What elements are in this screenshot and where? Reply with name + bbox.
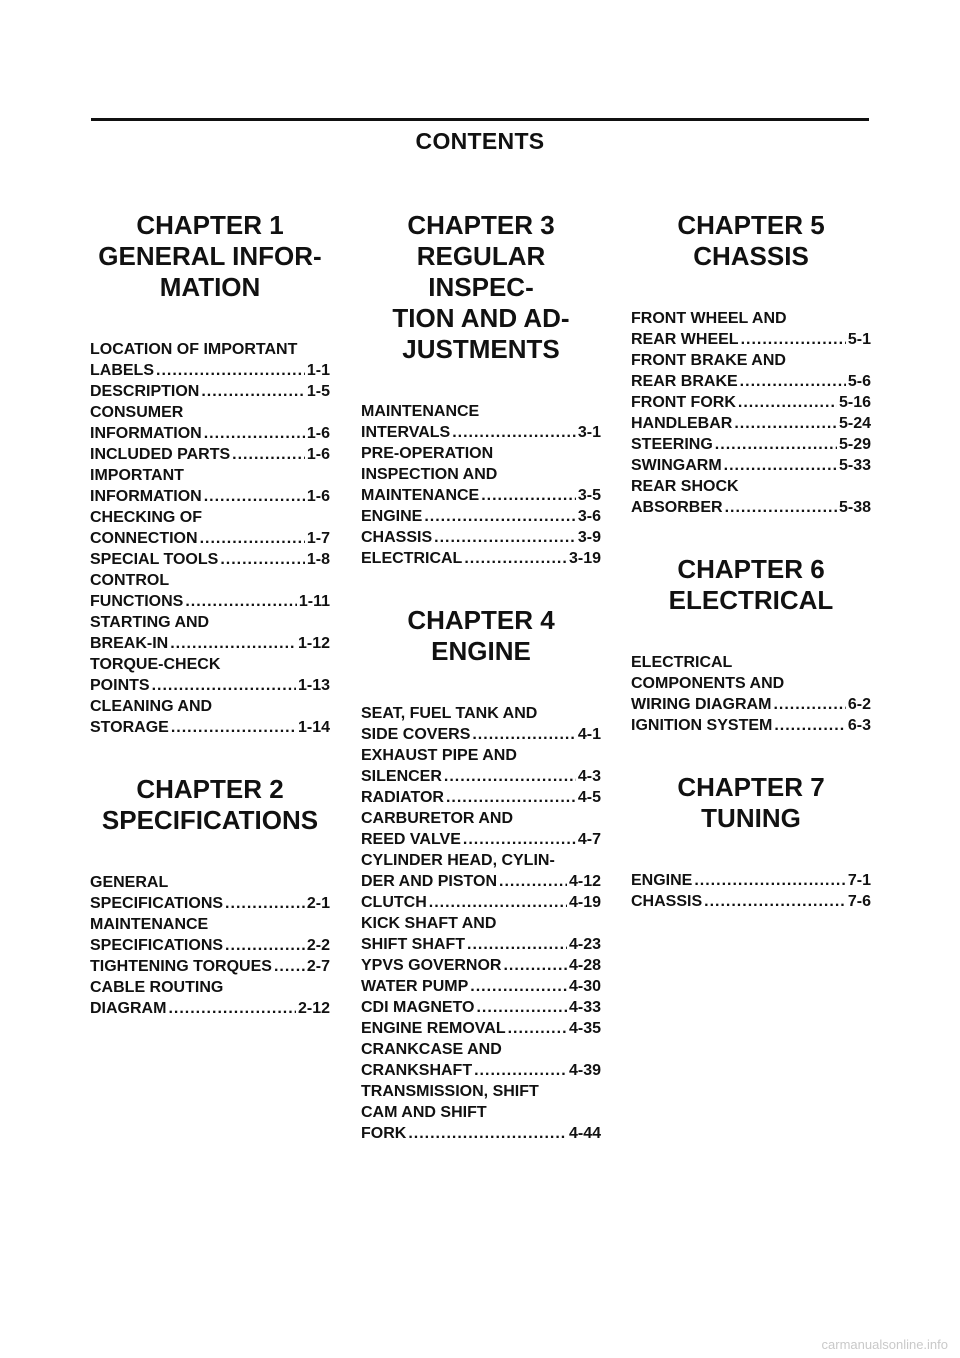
- chapter-section: [631, 210, 871, 518]
- page-number: 3-5: [577, 487, 601, 504]
- chapter-heading: CHAPTER 6 ELECTRICAL: [668, 554, 834, 615]
- toc-entry[interactable]: [361, 1018, 601, 1039]
- toc-entry-title: SHIFT SHAFT: [361, 936, 465, 953]
- page-number: 5-24: [838, 415, 871, 432]
- dot-leader: [204, 486, 305, 507]
- toc-entry-title: DIAGRAM: [90, 1000, 167, 1017]
- toc-entry[interactable]: [631, 392, 871, 413]
- dot-leader: [734, 413, 837, 434]
- toc-list: [631, 308, 871, 518]
- toc-entry-title: ABSORBER: [631, 499, 723, 516]
- dot-leader: [464, 548, 567, 569]
- page-number: 4-44: [568, 1125, 601, 1142]
- toc-entry[interactable]: [631, 350, 871, 392]
- toc-entry[interactable]: [90, 956, 330, 977]
- top-rule: [91, 118, 869, 121]
- toc-entry[interactable]: [361, 997, 601, 1018]
- toc-entry-title-line: CHECKING OF: [90, 509, 202, 526]
- toc-entry-title: CONNECTION: [90, 530, 198, 547]
- toc-entry-last-line: [361, 787, 601, 808]
- toc-entry-title: WATER PUMP: [361, 978, 469, 995]
- dot-leader: [472, 724, 576, 745]
- toc-entry-title: SPECIAL TOOLS: [90, 551, 219, 568]
- toc-entry-title: REAR WHEEL: [631, 331, 739, 348]
- footer-watermark: carmanualsonline.info: [821, 1337, 948, 1352]
- toc-entry-last-line: [90, 935, 330, 956]
- toc-entry-title: ENGINE: [631, 872, 693, 889]
- toc-entry-title-line: GENERAL: [90, 874, 169, 891]
- toc-entry-title-line: PRE-OPERATION: [361, 445, 494, 462]
- page-number: 7-1: [847, 872, 871, 889]
- toc-entry-title: FORK: [361, 1125, 407, 1142]
- page-number: 5-16: [838, 394, 871, 411]
- dot-leader: [429, 892, 567, 913]
- toc-entry-title: TIGHTENING TORQUES: [90, 958, 272, 975]
- toc-entry-title: INFORMATION: [90, 425, 202, 442]
- toc-entry-title: DER AND PISTON: [361, 873, 498, 890]
- page-number: 4-30: [568, 978, 601, 995]
- toc-entry-last-line: [90, 591, 330, 612]
- page-number: 2-1: [306, 895, 330, 912]
- toc-entry-last-line: [90, 893, 330, 914]
- dot-leader: [232, 444, 305, 465]
- toc-entry-title-line: CRANKCASE AND: [361, 1041, 502, 1058]
- dot-leader: [152, 675, 296, 696]
- toc-entry-title-line: CLEANING AND: [90, 698, 213, 715]
- toc-entry-title: YPVS GOVERNOR: [361, 957, 502, 974]
- dot-leader: [704, 891, 846, 912]
- toc-entry-title: ENGINE: [361, 508, 423, 525]
- toc-entry-title-line: STARTING AND: [90, 614, 210, 631]
- page-number: 1-14: [297, 719, 330, 736]
- toc-entry-last-line: [90, 360, 330, 381]
- dot-leader: [452, 422, 576, 443]
- toc-entry-last-line: [361, 871, 601, 892]
- dot-leader: [476, 997, 566, 1018]
- toc-entry-last-line: [631, 413, 871, 434]
- chapter-heading: CHAPTER 7 TUNING: [677, 772, 825, 833]
- toc-entry[interactable]: [361, 703, 601, 745]
- chapter-section: [90, 210, 330, 738]
- toc-entry-title-line: TORQUE-CHECK: [90, 656, 221, 673]
- dot-leader: [444, 766, 576, 787]
- toc-entry-title-line: CONSUMER: [90, 404, 184, 421]
- dot-leader: [474, 1060, 567, 1081]
- toc-entry-title-line: LOCATION OF IMPORTANT: [90, 341, 298, 358]
- page-number: 4-7: [577, 831, 601, 848]
- page-number: 4-39: [568, 1062, 601, 1079]
- page-number: 5-1: [847, 331, 871, 348]
- toc-entry[interactable]: [361, 892, 601, 913]
- toc-entry-title: ELECTRICAL: [361, 550, 463, 567]
- dot-leader: [424, 506, 576, 527]
- toc-entry[interactable]: [361, 787, 601, 808]
- toc-entry-title-line: MAINTENANCE: [90, 916, 209, 933]
- toc-entry[interactable]: [361, 955, 601, 976]
- toc-entry-last-line: [361, 766, 601, 787]
- page-number: 7-6: [847, 893, 871, 910]
- toc-entry-title-line: IMPORTANT: [90, 467, 184, 484]
- toc-entry-title: RADIATOR: [361, 789, 444, 806]
- toc-entry[interactable]: [361, 506, 601, 527]
- page-number: 4-1: [577, 726, 601, 743]
- toc-entry-last-line: [361, 955, 601, 976]
- page-number: 1-7: [306, 530, 330, 547]
- dot-leader: [225, 893, 305, 914]
- toc-entry-last-line: [361, 934, 601, 955]
- toc-entry-last-line: [631, 329, 871, 350]
- toc-entry-last-line: [631, 497, 871, 518]
- page-number: 4-28: [568, 957, 601, 974]
- page-number: 1-12: [297, 635, 330, 652]
- toc-entry-title-line: CABLE ROUTING: [90, 979, 224, 996]
- dot-leader: [185, 591, 297, 612]
- toc-entry[interactable]: [90, 914, 330, 956]
- page-number: 1-6: [306, 488, 330, 505]
- toc-entry[interactable]: [90, 402, 330, 444]
- toc-column-2: [361, 210, 601, 1144]
- dot-leader: [225, 935, 305, 956]
- toc-entry[interactable]: [361, 808, 601, 850]
- dot-leader: [774, 715, 846, 736]
- toc-entry-last-line: [361, 892, 601, 913]
- dot-leader: [741, 329, 846, 350]
- toc-entry-title-line: REAR SHOCK: [631, 478, 739, 495]
- page-number: 1-6: [306, 425, 330, 442]
- dot-leader: [168, 998, 296, 1019]
- dot-leader: [715, 434, 837, 455]
- page-number: 4-33: [568, 999, 601, 1016]
- toc-list: [631, 870, 871, 912]
- toc-entry-title-line: SEAT, FUEL TANK AND: [361, 705, 538, 722]
- toc-entry-last-line: [361, 506, 601, 527]
- page-number: 4-5: [577, 789, 601, 806]
- page-number: 4-23: [568, 936, 601, 953]
- toc-entry-title: FRONT FORK: [631, 394, 736, 411]
- dot-leader: [201, 381, 305, 402]
- toc-entry[interactable]: [361, 1039, 601, 1081]
- toc-entry-last-line: [90, 998, 330, 1019]
- toc-entry[interactable]: [90, 612, 330, 654]
- page-number: 4-3: [577, 768, 601, 785]
- toc-entry[interactable]: [90, 465, 330, 507]
- toc-entry-last-line: [90, 423, 330, 444]
- dot-leader: [503, 955, 566, 976]
- toc-list: [631, 652, 871, 736]
- toc-entry[interactable]: [361, 913, 601, 955]
- toc-entry-title: WIRING DIAGRAM: [631, 696, 772, 713]
- toc-entry-title: CHASSIS: [631, 893, 703, 910]
- toc-entry[interactable]: [90, 696, 330, 738]
- dot-leader: [499, 871, 567, 892]
- toc-entry[interactable]: [90, 507, 330, 549]
- toc-entry[interactable]: [90, 872, 330, 914]
- toc-entry-last-line: [90, 717, 330, 738]
- page-number: 2-12: [297, 1000, 330, 1017]
- toc-entry[interactable]: [631, 652, 871, 715]
- toc-entry-last-line: [361, 724, 601, 745]
- page-number: 6-3: [847, 717, 871, 734]
- toc-entry-last-line: [631, 371, 871, 392]
- toc-entry-last-line: [361, 997, 601, 1018]
- page-number: 4-19: [568, 894, 601, 911]
- toc-entry-last-line: [631, 455, 871, 476]
- toc-entry-last-line: [90, 444, 330, 465]
- chapter-heading: CHAPTER 5 CHASSIS: [677, 210, 825, 271]
- page-number: 5-29: [838, 436, 871, 453]
- page-number: 3-6: [577, 508, 601, 525]
- toc-entry-last-line: [361, 829, 601, 850]
- dot-leader: [220, 549, 305, 570]
- toc-entry[interactable]: [631, 715, 871, 736]
- dot-leader: [470, 976, 567, 997]
- toc-entry-last-line: [361, 422, 601, 443]
- page-number: 5-38: [838, 499, 871, 516]
- toc-entry-title-line: CAM AND SHIFT: [361, 1104, 487, 1121]
- toc-entry[interactable]: [631, 308, 871, 350]
- page-number: 5-6: [847, 373, 871, 390]
- toc-entry-title: HANDLEBAR: [631, 415, 733, 432]
- toc-entry[interactable]: [361, 443, 601, 506]
- toc-entry-last-line: [631, 870, 871, 891]
- toc-entry-last-line: [631, 434, 871, 455]
- toc-entry[interactable]: [90, 339, 330, 381]
- toc-entry-title: INFORMATION: [90, 488, 202, 505]
- dot-leader: [467, 934, 567, 955]
- chapter-heading: CHAPTER 2 SPECIFICATIONS: [101, 774, 319, 835]
- toc-entry-last-line: [90, 528, 330, 549]
- toc-entry[interactable]: [90, 444, 330, 465]
- chapter-section: [361, 605, 601, 1144]
- toc-entry[interactable]: [90, 549, 330, 570]
- toc-entry-last-line: [361, 1123, 601, 1144]
- toc-entry[interactable]: [90, 654, 330, 696]
- dot-leader: [171, 717, 296, 738]
- toc-entry-title: SPECIFICATIONS: [90, 937, 224, 954]
- toc-entry[interactable]: [631, 455, 871, 476]
- page-number: 1-1: [306, 362, 330, 379]
- dot-leader: [773, 694, 845, 715]
- dot-leader: [481, 485, 576, 506]
- toc-entry-last-line: [631, 891, 871, 912]
- toc-entry[interactable]: [90, 570, 330, 612]
- toc-entry-last-line: [90, 486, 330, 507]
- dot-leader: [204, 423, 305, 444]
- toc-entry-title-line: FRONT WHEEL AND: [631, 310, 787, 327]
- toc-entry-title-line: FRONT BRAKE AND: [631, 352, 786, 369]
- dot-leader: [463, 829, 576, 850]
- toc-entry-title-line: CYLINDER HEAD, CYLIN-: [361, 852, 555, 869]
- toc-entry-title-line: CARBURETOR AND: [361, 810, 513, 827]
- toc-entry-last-line: [631, 694, 871, 715]
- toc-entry-title-line: TRANSMISSION, SHIFT: [361, 1083, 539, 1100]
- toc-entry-title: SIDE COVERS: [361, 726, 471, 743]
- toc-entry-last-line: [361, 485, 601, 506]
- toc-entry-title: REAR BRAKE: [631, 373, 738, 390]
- toc-entry[interactable]: [90, 977, 330, 1019]
- toc-entry-title: CRANKSHAFT: [361, 1062, 473, 1079]
- toc-entry-title-line: INSPECTION AND: [361, 466, 498, 483]
- page-number: 2-7: [306, 958, 330, 975]
- toc-entry-last-line: [90, 549, 330, 570]
- chapter-section: [631, 554, 871, 736]
- dot-leader: [408, 1123, 567, 1144]
- toc-column-1: [90, 210, 330, 1019]
- toc-entry-last-line: [90, 675, 330, 696]
- dot-leader: [724, 455, 837, 476]
- chapter-section: [361, 210, 601, 569]
- toc-entry-last-line: [90, 633, 330, 654]
- toc-entry-title: LABELS: [90, 362, 154, 379]
- dot-leader: [170, 633, 296, 654]
- toc-entry-last-line: [361, 527, 601, 548]
- dot-leader: [694, 870, 846, 891]
- chapter-heading: CHAPTER 1 GENERAL INFOR- MATION: [98, 210, 322, 302]
- toc-entry-title: MAINTENANCE: [361, 487, 480, 504]
- dot-leader: [740, 371, 846, 392]
- page-number: 1-5: [306, 383, 330, 400]
- toc-list: [361, 703, 601, 1144]
- page-number: 3-9: [577, 529, 601, 546]
- chapter-heading: CHAPTER 4 ENGINE: [407, 605, 555, 666]
- page-number: 3-1: [577, 424, 601, 441]
- dot-leader: [200, 528, 305, 549]
- toc-entry[interactable]: [631, 476, 871, 518]
- dot-leader: [738, 392, 837, 413]
- page-number: 6-2: [847, 696, 871, 713]
- toc-entry-title: SPECIFICATIONS: [90, 895, 224, 912]
- toc-list: [361, 401, 601, 569]
- page-number: 1-13: [297, 677, 330, 694]
- toc-entry[interactable]: [631, 413, 871, 434]
- toc-entry-title: CLUTCH: [361, 894, 427, 911]
- dot-leader: [274, 956, 305, 977]
- toc-entry-title: STEERING: [631, 436, 713, 453]
- toc-entry[interactable]: [631, 870, 871, 891]
- page-number: 4-12: [568, 873, 601, 890]
- toc-entry-last-line: [361, 976, 601, 997]
- toc-entry-title-line: ELECTRICAL: [631, 654, 733, 671]
- toc-entry-title: REED VALVE: [361, 831, 461, 848]
- toc-entry-title: CDI MAGNETO: [361, 999, 475, 1016]
- dot-leader: [725, 497, 837, 518]
- toc-list: [90, 339, 330, 738]
- toc-entry-title: DESCRIPTION: [90, 383, 200, 400]
- toc-entry-title: CHASSIS: [361, 529, 433, 546]
- page-number: 1-11: [298, 593, 330, 610]
- dot-leader: [156, 360, 305, 381]
- toc-entry-last-line: [90, 381, 330, 402]
- dot-leader: [446, 787, 576, 808]
- page-number: 4-35: [568, 1020, 601, 1037]
- toc-entry-last-line: [631, 715, 871, 736]
- toc-entry[interactable]: [361, 745, 601, 787]
- toc-entry[interactable]: [631, 891, 871, 912]
- chapter-heading: CHAPTER 3 REGULAR INSPEC- TION AND AD- JUSTMENTS: [392, 210, 570, 364]
- toc-entry[interactable]: [361, 401, 601, 443]
- toc-entry-title: SILENCER: [361, 768, 442, 785]
- page-number: 1-8: [306, 551, 330, 568]
- toc-entry-last-line: [361, 1018, 601, 1039]
- chapter-section: [90, 774, 330, 1019]
- toc-entry[interactable]: [361, 976, 601, 997]
- dot-leader: [508, 1018, 567, 1039]
- toc-entry-title: ENGINE REMOVAL: [361, 1020, 506, 1037]
- page-number: 3-19: [568, 550, 601, 567]
- toc-entry-title: BREAK-IN: [90, 635, 169, 652]
- toc-entry[interactable]: [361, 527, 601, 548]
- toc-column-3: [631, 210, 871, 912]
- toc-entry-last-line: [361, 548, 601, 569]
- toc-entry[interactable]: [361, 1081, 601, 1144]
- toc-entry[interactable]: [90, 381, 330, 402]
- toc-entry-title: INCLUDED PARTS: [90, 446, 231, 463]
- toc-entry-title: POINTS: [90, 677, 150, 694]
- toc-entry-title: INTERVALS: [361, 424, 451, 441]
- page-number: 2-2: [306, 937, 330, 954]
- toc-entry-title-line: EXHAUST PIPE AND: [361, 747, 517, 764]
- toc-entry-title-line: CONTROL: [90, 572, 170, 589]
- toc-entry-title-line: MAINTENANCE: [361, 403, 480, 420]
- toc-entry-title: FUNCTIONS: [90, 593, 184, 610]
- page-number: 5-33: [838, 457, 871, 474]
- toc-entry[interactable]: [631, 434, 871, 455]
- toc-entry[interactable]: [361, 850, 601, 892]
- toc-entry-title: STORAGE: [90, 719, 169, 736]
- toc-entry-title-line: COMPONENTS AND: [631, 675, 785, 692]
- toc-entry-title: IGNITION SYSTEM: [631, 717, 773, 734]
- page-number: 1-6: [306, 446, 330, 463]
- toc-entry-title: SWINGARM: [631, 457, 722, 474]
- chapter-section: [631, 772, 871, 912]
- toc-entry-last-line: [631, 392, 871, 413]
- dot-leader: [434, 527, 576, 548]
- page-title: CONTENTS: [415, 128, 545, 154]
- toc-entry-title-line: KICK SHAFT AND: [361, 915, 497, 932]
- toc-entry-last-line: [90, 956, 330, 977]
- toc-list: [90, 872, 330, 1019]
- toc-entry[interactable]: [361, 548, 601, 569]
- toc-entry-last-line: [361, 1060, 601, 1081]
